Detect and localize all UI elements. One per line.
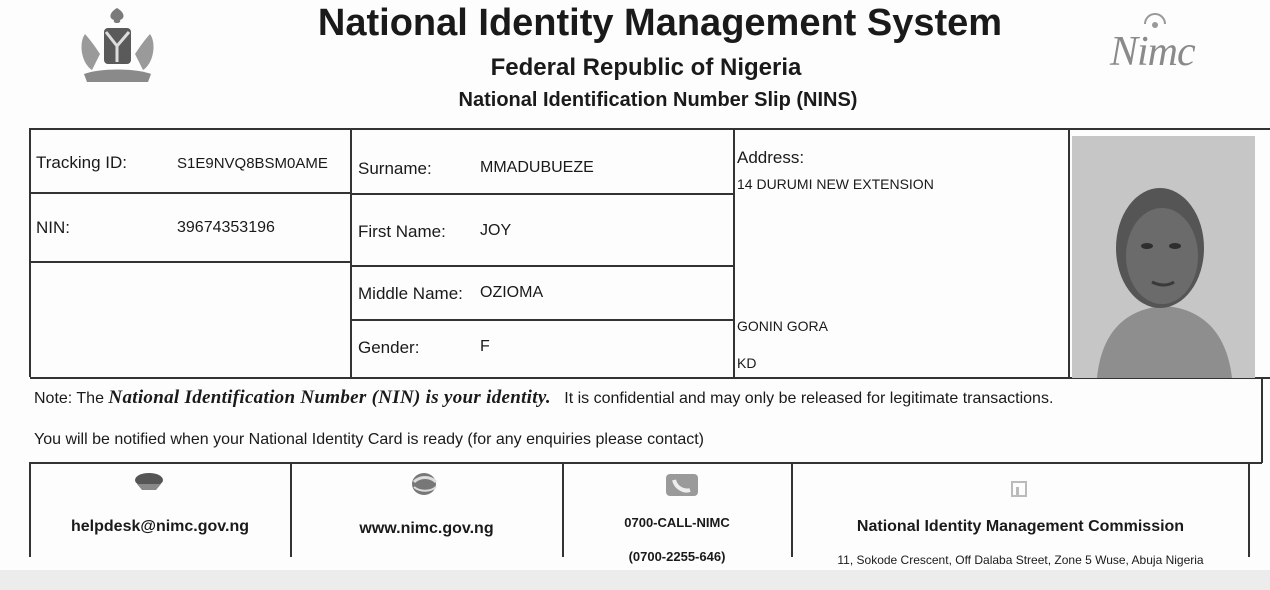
- surname-value: MMADUBUEZE: [480, 159, 594, 176]
- tracking-id-label: Tracking ID:: [36, 153, 128, 172]
- slip-title: National Identification Number Slip (NINS): [458, 89, 858, 111]
- phone-label: 0700-CALL-NIMC: [624, 515, 730, 530]
- nimc-logo-icon: [1100, 12, 1210, 82]
- gender-label: Gender:: [358, 338, 420, 357]
- surname-label: Surname:: [358, 159, 432, 178]
- middle-name-value: OZIOMA: [480, 284, 544, 301]
- globe-icon: [408, 470, 440, 498]
- nin-label: NIN:: [36, 218, 70, 237]
- note-prefix: Note: The: [34, 390, 104, 407]
- address-line-2: GONIN GORA: [737, 318, 829, 334]
- phone-icon: [664, 472, 700, 498]
- slip-header: [0, 0, 1270, 128]
- first-name-label: First Name:: [358, 222, 446, 241]
- organization-name: National Identity Management Commission: [856, 518, 1185, 535]
- gender-value: F: [480, 338, 490, 355]
- person-photo-icon: [1072, 136, 1255, 378]
- nin-value: 39674353196: [177, 219, 275, 236]
- email-icon: [132, 470, 166, 492]
- note-line-1: [34, 387, 1053, 409]
- middle-name-label: Middle Name:: [358, 284, 463, 303]
- page-edge: [0, 570, 1270, 590]
- helpdesk-email: helpdesk@nimc.gov.ng: [71, 518, 249, 535]
- note-suffix: It is confidential and may only be released for legitimate transactions.: [564, 390, 1054, 407]
- nimc-logo-text: Nimc: [1110, 29, 1195, 75]
- address-line-1: 14 DURUMI NEW EXTENSION: [737, 176, 934, 192]
- organization-address: 11, Sokode Crescent, Off Dalaba Street, Zone 5 Wuse, Abuja Nigeria: [837, 553, 1204, 567]
- page-title: National Identity Management System: [317, 2, 1003, 44]
- holder-photo: [1072, 136, 1255, 378]
- note-emphasis: National Identification Number (NIN) is your identity.: [108, 387, 551, 408]
- phone-number: (0700-2255-646): [628, 549, 726, 564]
- page-subtitle: Federal Republic of Nigeria: [490, 54, 802, 81]
- address-label: Address:: [737, 148, 805, 167]
- tracking-id-value: S1E9NVQ8BSM0AME: [177, 155, 328, 172]
- first-name-value: JOY: [480, 222, 512, 239]
- note-line-2: You will be notified when your National Identity Card is ready (for any enquiries please contact): [34, 431, 704, 448]
- building-icon: [1008, 478, 1030, 498]
- address-line-3: KD: [737, 355, 757, 371]
- website-link: www.nimc.gov.ng: [359, 520, 494, 537]
